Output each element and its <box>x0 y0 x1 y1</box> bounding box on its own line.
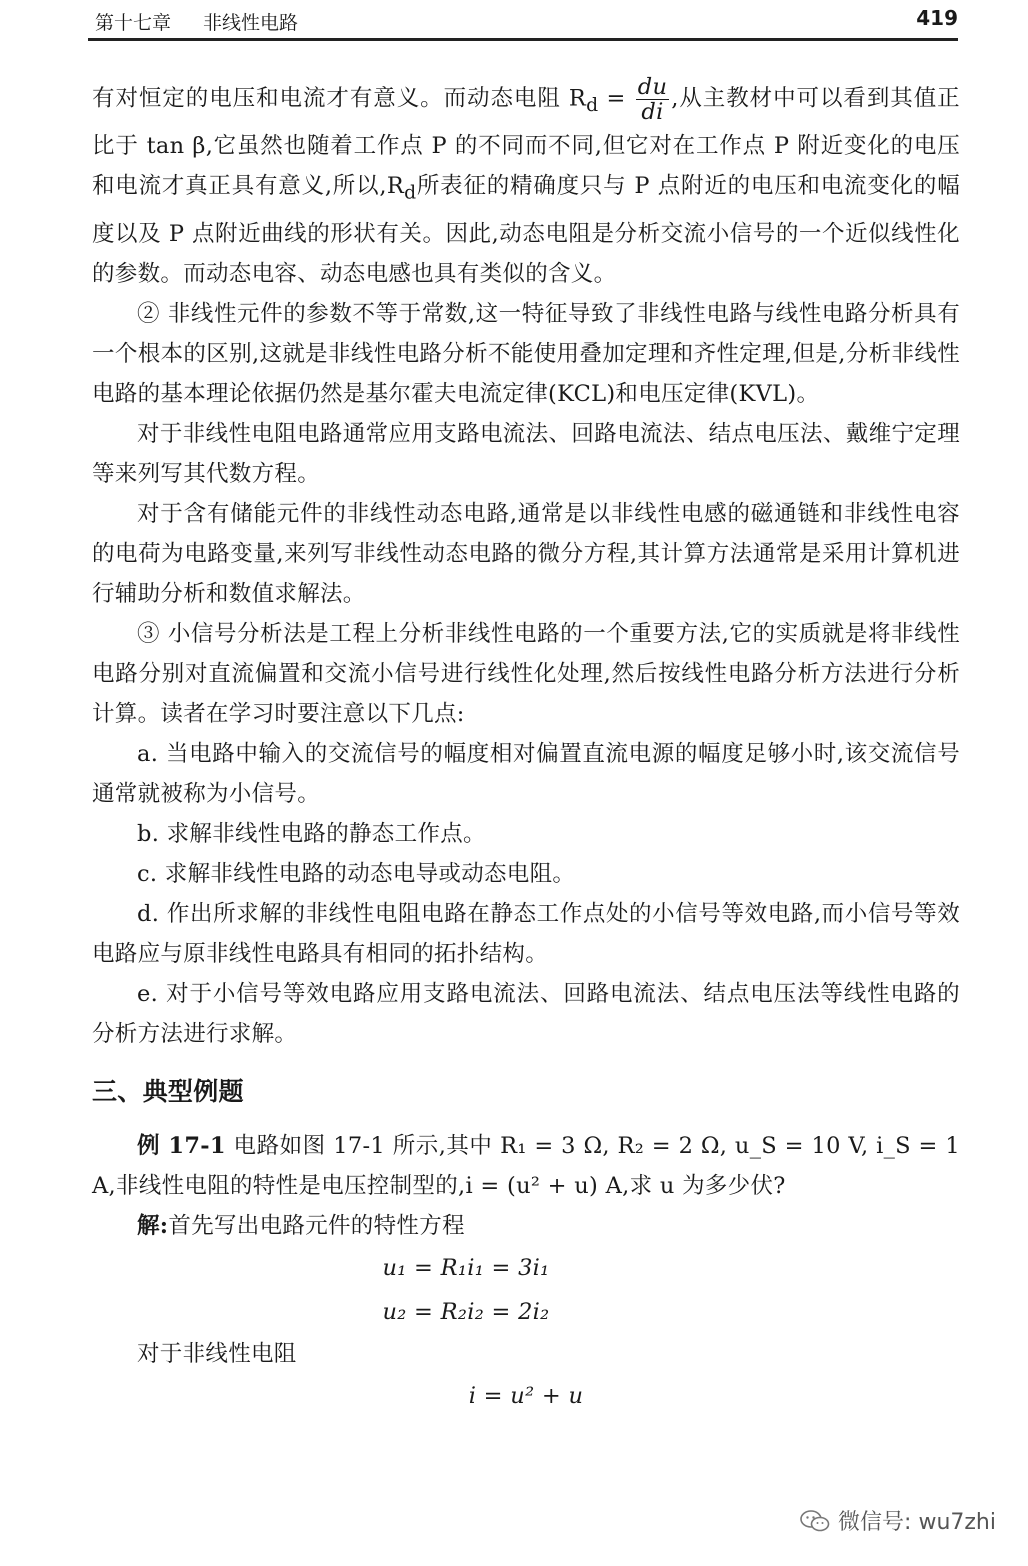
page-number: 419 <box>916 6 958 30</box>
list-item-e: e. 对于小信号等效电路应用支路电流法、回路电流法、结点电压法等线性电路的分析方法进行求解。 <box>92 980 960 1047</box>
header-rule <box>88 38 958 41</box>
list-item-d: d. 作出所求解的非线性电阻电路在静态工作点处的小信号等效电路,而小信号等效电路应与原非线性电路具有相同的拓扑结构。 <box>92 900 960 967</box>
text-span: 有对恒定的电压和电流才有意义。而动态电阻 R <box>92 85 587 112</box>
equation-u2: u₂ = R₂i₂ = 2i₂ <box>382 1298 550 1325</box>
nonlinear-intro: 对于非线性电阻 <box>137 1340 297 1367</box>
subscript: d <box>586 95 599 116</box>
example-text: 电路如图 17-1 所示,其中 R₁ = 3 Ω, R₂ = 2 Ω, u_S = 10 V, i_S = 1 A,非线性电阻的特性是电压控制型的,i = (u² + u) A,求 u 为多少伏? <box>92 1132 960 1199</box>
section-heading: 三、典型例题 <box>92 1076 244 1106</box>
solution-paragraph <box>92 1206 960 1246</box>
page-body <box>92 75 960 1418</box>
list-item-b: b. 求解非线性电路的静态工作点。 <box>137 820 486 847</box>
page-header <box>95 6 958 38</box>
equation-u1: u₁ = R₁i₁ = 3i₁ <box>382 1254 550 1281</box>
paragraph-resistive-circuits: 对于非线性电阻电路通常应用支路电流法、回路电流法、结点电压法、戴维宁定理等来列写其代数方程。 <box>92 420 960 487</box>
subscript: d <box>404 182 417 204</box>
paragraph-dynamic-resistance <box>92 75 960 294</box>
equation-i: i = u² + u <box>468 1382 584 1409</box>
text-span: ,从主教材中可以看到其值正比于 tan β,它虽然也随着工作点 P 的不同而不同,但它对在工作点 P 附近变化的电压和电流才真正具有意义,所以,R <box>92 85 960 199</box>
fraction-du-di <box>636 75 670 124</box>
solution-text: 首先写出电路元件的特性方程 <box>168 1212 465 1239</box>
watermark-text: 微信号: wu7zhi <box>838 1510 996 1535</box>
fraction-numerator: du <box>637 74 668 100</box>
paragraph-dynamic-circuits: 对于含有储能元件的非线性动态电路,通常是以非线性电感的磁通链和非线性电容的电荷为电路变量,来列写非线性动态电路的微分方程,其计算方法通常是采用计算机进行辅助分析和数值求解法。 <box>92 500 960 607</box>
text-span: 所表征的精确度只与 P 点附近的电压和电流变化的幅度以及 P 点附近曲线的形状有关。因此,动态电阻是分析交流小信号的一个近似线性化的参数。而动态电容、动态电感也具有类似的含义。 <box>92 173 961 287</box>
wechat-icon <box>800 1510 830 1532</box>
text-span: = <box>598 85 634 112</box>
list-item-a: a. 当电路中输入的交流信号的幅度相对偏置直流电源的幅度足够小时,该交流信号通常就被称为小信号。 <box>92 740 960 807</box>
example-paragraph <box>92 1126 960 1206</box>
fraction-denominator: di <box>641 99 664 125</box>
paragraph-point-2: ② 非线性元件的参数不等于常数,这一特征导致了非线性电路与线性电路分析具有一个根本的区别,这就是非线性电路分析不能使用叠加定理和齐性定理,但是,分析非线性电路的基本理论依据仍然是基尔霍夫电流定律(KCL)和电压定律(KVL)。 <box>92 300 960 407</box>
example-label: 例 17-1 <box>137 1132 226 1159</box>
paragraph-point-3: ③ 小信号分析法是工程上分析非线性电路的一个重要方法,它的实质就是将非线性电路分别对直流偏置和交流小信号进行线性化处理,然后按线性电路分析方法进行分析计算。读者在学习时要注意以下几点: <box>92 620 960 727</box>
solution-label: 解: <box>137 1212 169 1239</box>
chapter-label: 第十七章 <box>95 12 172 34</box>
section-title: 非线性电路 <box>203 12 299 34</box>
watermark <box>800 1505 996 1536</box>
list-item-c: c. 求解非线性电路的动态电导或动态电阻。 <box>137 860 576 887</box>
